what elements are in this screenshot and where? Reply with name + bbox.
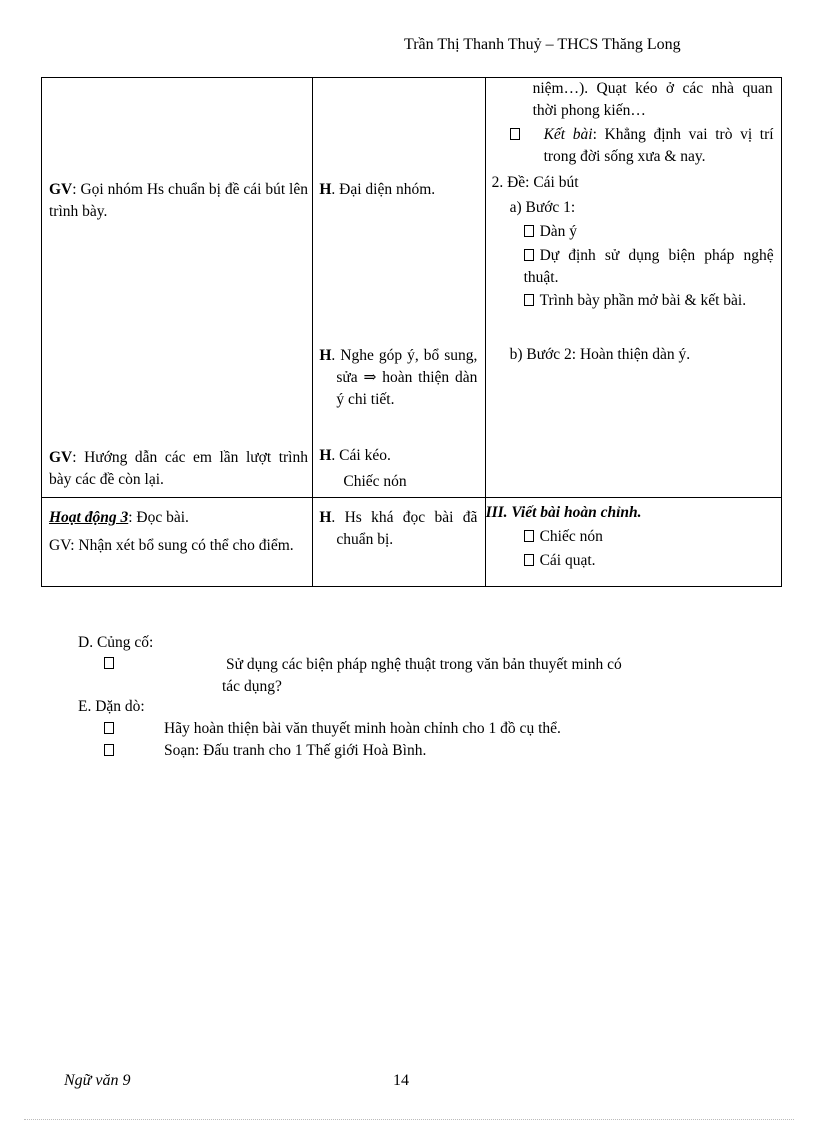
step-item: Trình bày phần mở bài & kết bài. xyxy=(524,290,774,312)
student-activity: H. Cái kéo. xyxy=(319,447,391,464)
topic-heading: 2. Đề: Cái bút xyxy=(491,174,579,191)
page-number: 14 xyxy=(393,1072,409,1089)
student-activity: H. Nghe góp ý, bổ sung, sửa ⇒ hoàn thiện dàn ý chi tiết. xyxy=(319,347,478,408)
checkbox-icon xyxy=(104,718,120,740)
checkbox-icon xyxy=(524,554,534,566)
section-item: Cái quạt. xyxy=(524,550,774,572)
consolidation-heading: D. Củng cố: xyxy=(78,634,154,651)
student-cell xyxy=(313,497,485,586)
checkbox-icon xyxy=(524,294,534,306)
step-heading: b) Bước 2: Hoàn thiện dàn ý. xyxy=(509,346,691,363)
step-item: Dự định sử dụng biện pháp nghệ thuật. xyxy=(523,247,774,286)
consolidation-text: Sử dụng các biện pháp nghệ thuật trong văn bản thuyết minh có xyxy=(226,656,622,673)
student-activity: H. Đại diện nhóm. xyxy=(319,181,436,198)
teacher-instruction: GV: Gọi nhóm Hs chuẩn bị đề cái bút lên trình bày. xyxy=(49,181,308,220)
teacher-cell xyxy=(42,497,313,586)
table-row xyxy=(42,497,782,586)
content-cell xyxy=(485,497,781,586)
section-item: Chiếc nón xyxy=(524,526,774,548)
activity-heading: Hoạt động 3: Đọc bài. xyxy=(49,508,189,526)
consolidation-text: tác dụng? xyxy=(222,678,282,695)
teacher-label: GV xyxy=(49,449,73,466)
footer-divider xyxy=(24,1119,794,1120)
content-continued-text: niệm…). Quạt kéo ở các nhà quan thời phong kiến… xyxy=(532,80,773,119)
section-title: III. Viết bài hoàn chỉnh. xyxy=(485,503,642,521)
teacher-instruction: GV: Hướng dẫn các em lần lượt trình bày các đề còn lại. xyxy=(49,449,308,488)
step-heading: a) Bước 1: xyxy=(509,199,576,216)
checkbox-icon xyxy=(104,653,120,675)
content-cell: niệm…). Quạt kéo ở các nhà quan thời phong kiến… Kết bài: Khẳng định vai trò vị trí trong đời sống xưa & nay. 2. Đề: Cái bút a) Bước 1: Dàn ý Dự định sử dụng biện pháp nghệ thuật. Trình bày phần mở bài & kết bài. b) Bước 2: Hoàn thiện dàn ý. xyxy=(485,78,781,498)
teacher-cell xyxy=(42,78,313,498)
table-row xyxy=(42,78,782,498)
homework-item: Soạn: Đấu tranh cho 1 Thế giới Hoà Bình. xyxy=(164,742,427,759)
checkbox-icon xyxy=(510,128,520,140)
activity-label: Hoạt động 3 xyxy=(49,508,129,526)
page-header: Trần Thị Thanh Thuỷ – THCS Thăng Long xyxy=(404,36,681,53)
student-activity-continued: Chiếc nón xyxy=(343,473,407,490)
homework-item: Hãy hoàn thiện bài văn thuyết minh hoàn chỉnh cho 1 đồ cụ thể. xyxy=(164,720,561,737)
lesson-table xyxy=(41,77,782,587)
conclusion-label: Kết bài xyxy=(543,126,593,143)
teacher-label: GV xyxy=(49,181,73,198)
homework-heading: E. Dặn dò: xyxy=(78,698,145,715)
checkbox-icon xyxy=(524,249,534,261)
checkbox-icon xyxy=(524,530,534,542)
footer-book-title: Ngữ văn 9 xyxy=(64,1072,131,1089)
student-cell xyxy=(313,78,485,498)
student-activity: H. Hs khá đọc bài đã chuẩn bị. xyxy=(319,508,478,548)
step-item: Dàn ý xyxy=(524,221,774,243)
checkbox-icon xyxy=(524,225,534,237)
checkbox-icon xyxy=(104,740,120,762)
teacher-instruction: GV: Nhận xét bổ sung có thể cho điểm. xyxy=(49,536,294,554)
